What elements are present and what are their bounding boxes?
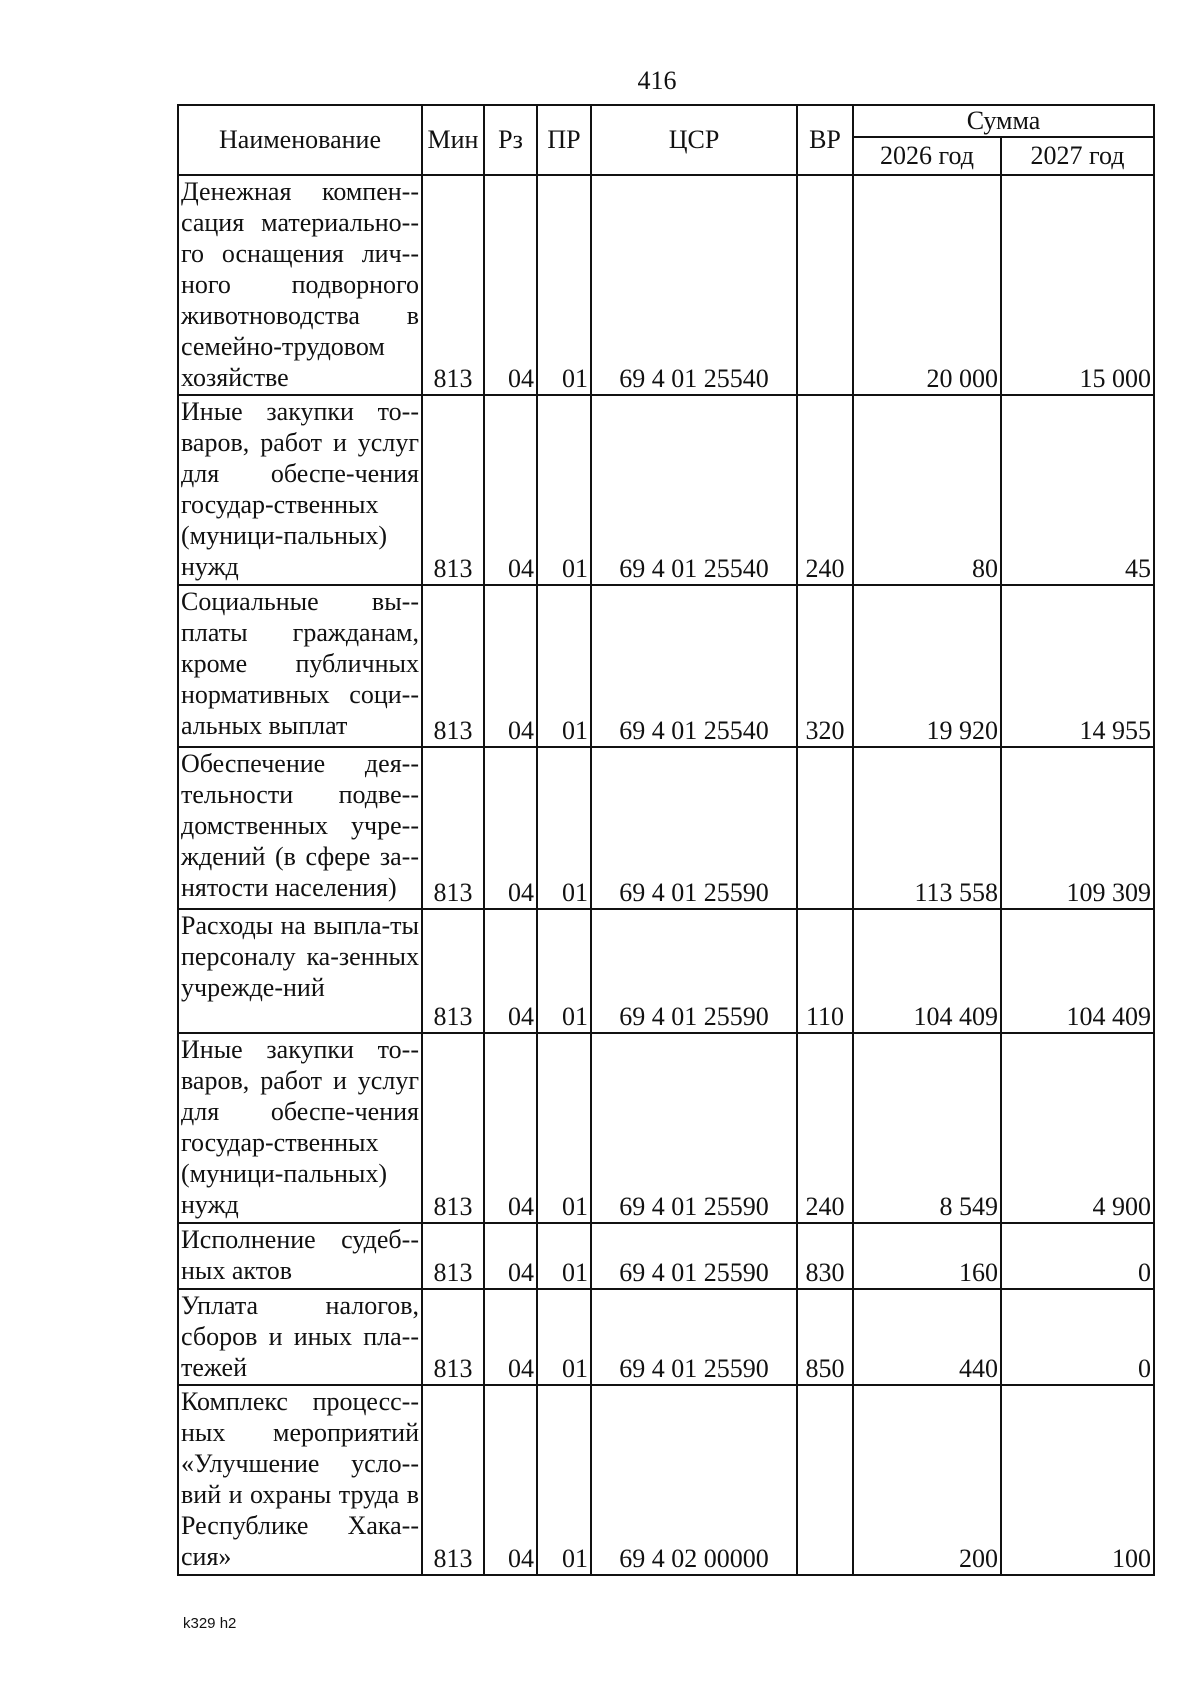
- row-vr: 240: [797, 1033, 853, 1223]
- footer-code: k329 h2: [183, 1615, 237, 1632]
- row-name: Социальные вы-платы гражданам, кроме публичных нормативных соци-альных выплат: [178, 585, 422, 747]
- row-pr: 01: [537, 909, 591, 1033]
- row-pr: 01: [537, 585, 591, 747]
- row-name: Денежная компен-сация материально-го оснащения лич-ного подворного животноводства в семейно-трудовом хозяйстве: [178, 175, 422, 395]
- row-amount-2027: 45: [1001, 395, 1154, 585]
- row-vr: [797, 175, 853, 395]
- row-amount-2026: 440: [853, 1289, 1001, 1385]
- row-pr: 01: [537, 747, 591, 909]
- row-min: 813: [422, 909, 484, 1033]
- row-amount-2026: 8 549: [853, 1033, 1001, 1223]
- row-rz: 04: [484, 747, 537, 909]
- row-csr: 69 4 01 25590: [591, 747, 797, 909]
- row-csr: 69 4 01 25590: [591, 909, 797, 1033]
- row-pr: 01: [537, 1385, 591, 1575]
- row-amount-2027: 104 409: [1001, 909, 1154, 1033]
- header-csr: ЦСР: [591, 105, 797, 175]
- row-vr: [797, 747, 853, 909]
- header-vr: ВР: [797, 105, 853, 175]
- row-min: 813: [422, 175, 484, 395]
- row-csr: 69 4 01 25540: [591, 175, 797, 395]
- header-pr: ПР: [537, 105, 591, 175]
- row-min: 813: [422, 1289, 484, 1385]
- row-min: 813: [422, 1223, 484, 1289]
- row-amount-2026: 104 409: [853, 909, 1001, 1033]
- page-number: 416: [637, 66, 677, 95]
- header-name: Наименование: [178, 105, 422, 175]
- row-name: Иные закупки то-варов, работ и услуг для обеспе-чения государ-ственных (муници-пальных) нужд: [178, 395, 422, 585]
- row-rz: 04: [484, 909, 537, 1033]
- header-year-2026: 2026 год: [853, 137, 1001, 175]
- table-row: [178, 1223, 1154, 1289]
- row-pr: 01: [537, 1289, 591, 1385]
- row-pr: 01: [537, 1223, 591, 1289]
- row-csr: 69 4 01 25590: [591, 1289, 797, 1385]
- row-rz: 04: [484, 1385, 537, 1575]
- row-name: Иные закупки то-варов, работ и услуг для обеспе-чения государ-ственных (муници-пальных) нужд: [178, 1033, 422, 1223]
- row-name: Уплата налогов, сборов и иных пла-тежей: [178, 1289, 422, 1385]
- row-rz: 04: [484, 1033, 537, 1223]
- row-pr: 01: [537, 395, 591, 585]
- row-rz: 04: [484, 1223, 537, 1289]
- row-amount-2026: 160: [853, 1223, 1001, 1289]
- row-rz: 04: [484, 585, 537, 747]
- row-vr: 830: [797, 1223, 853, 1289]
- header-min: Мин: [422, 105, 484, 175]
- row-rz: 04: [484, 1289, 537, 1385]
- row-amount-2026: 80: [853, 395, 1001, 585]
- row-amount-2026: 19 920: [853, 585, 1001, 747]
- row-min: 813: [422, 747, 484, 909]
- row-pr: 01: [537, 175, 591, 395]
- row-min: 813: [422, 585, 484, 747]
- row-rz: 04: [484, 395, 537, 585]
- row-vr: 320: [797, 585, 853, 747]
- row-amount-2026: 113 558: [853, 747, 1001, 909]
- row-amount-2027: 14 955: [1001, 585, 1154, 747]
- row-vr: 110: [797, 909, 853, 1033]
- row-name: Обеспечение дея-тельности подве-домственных учре-ждений (в сфере за-нятости населения): [178, 747, 422, 909]
- row-name: Комплекс процесс-ных мероприятий «Улучшение усло-вий и охраны труда в Республике Хака-сия»: [178, 1385, 422, 1575]
- table-body: [178, 175, 1154, 1575]
- row-name: Исполнение судеб-ных актов: [178, 1223, 422, 1289]
- row-min: 813: [422, 395, 484, 585]
- table-row: [178, 395, 1154, 585]
- table-row: [178, 1289, 1154, 1385]
- row-name: Расходы на выпла-ты персоналу ка-зенных учрежде-ний: [178, 909, 422, 1033]
- row-pr: 01: [537, 1033, 591, 1223]
- row-vr: 240: [797, 395, 853, 585]
- row-min: 813: [422, 1033, 484, 1223]
- row-csr: 69 4 01 25590: [591, 1033, 797, 1223]
- row-rz: 04: [484, 175, 537, 395]
- row-amount-2027: 0: [1001, 1289, 1154, 1385]
- row-amount-2027: 109 309: [1001, 747, 1154, 909]
- budget-table: [177, 104, 1155, 1576]
- row-amount-2027: 4 900: [1001, 1033, 1154, 1223]
- table-row: [178, 747, 1154, 909]
- row-amount-2027: 15 000: [1001, 175, 1154, 395]
- row-csr: 69 4 01 25590: [591, 1223, 797, 1289]
- row-vr: [797, 1385, 853, 1575]
- row-amount-2026: 20 000: [853, 175, 1001, 395]
- row-csr: 69 4 01 25540: [591, 585, 797, 747]
- header-rz: Рз: [484, 105, 537, 175]
- table-row: [178, 175, 1154, 395]
- row-csr: 69 4 02 00000: [591, 1385, 797, 1575]
- row-min: 813: [422, 1385, 484, 1575]
- row-csr: 69 4 01 25540: [591, 395, 797, 585]
- table-row: [178, 585, 1154, 747]
- table-row: [178, 1033, 1154, 1223]
- header-sum: Сумма: [853, 105, 1154, 137]
- header-year-2027: 2027 год: [1001, 137, 1154, 175]
- table-row: [178, 909, 1154, 1033]
- row-amount-2026: 200: [853, 1385, 1001, 1575]
- row-amount-2027: 0: [1001, 1223, 1154, 1289]
- table-row: [178, 1385, 1154, 1575]
- row-amount-2027: 100: [1001, 1385, 1154, 1575]
- row-vr: 850: [797, 1289, 853, 1385]
